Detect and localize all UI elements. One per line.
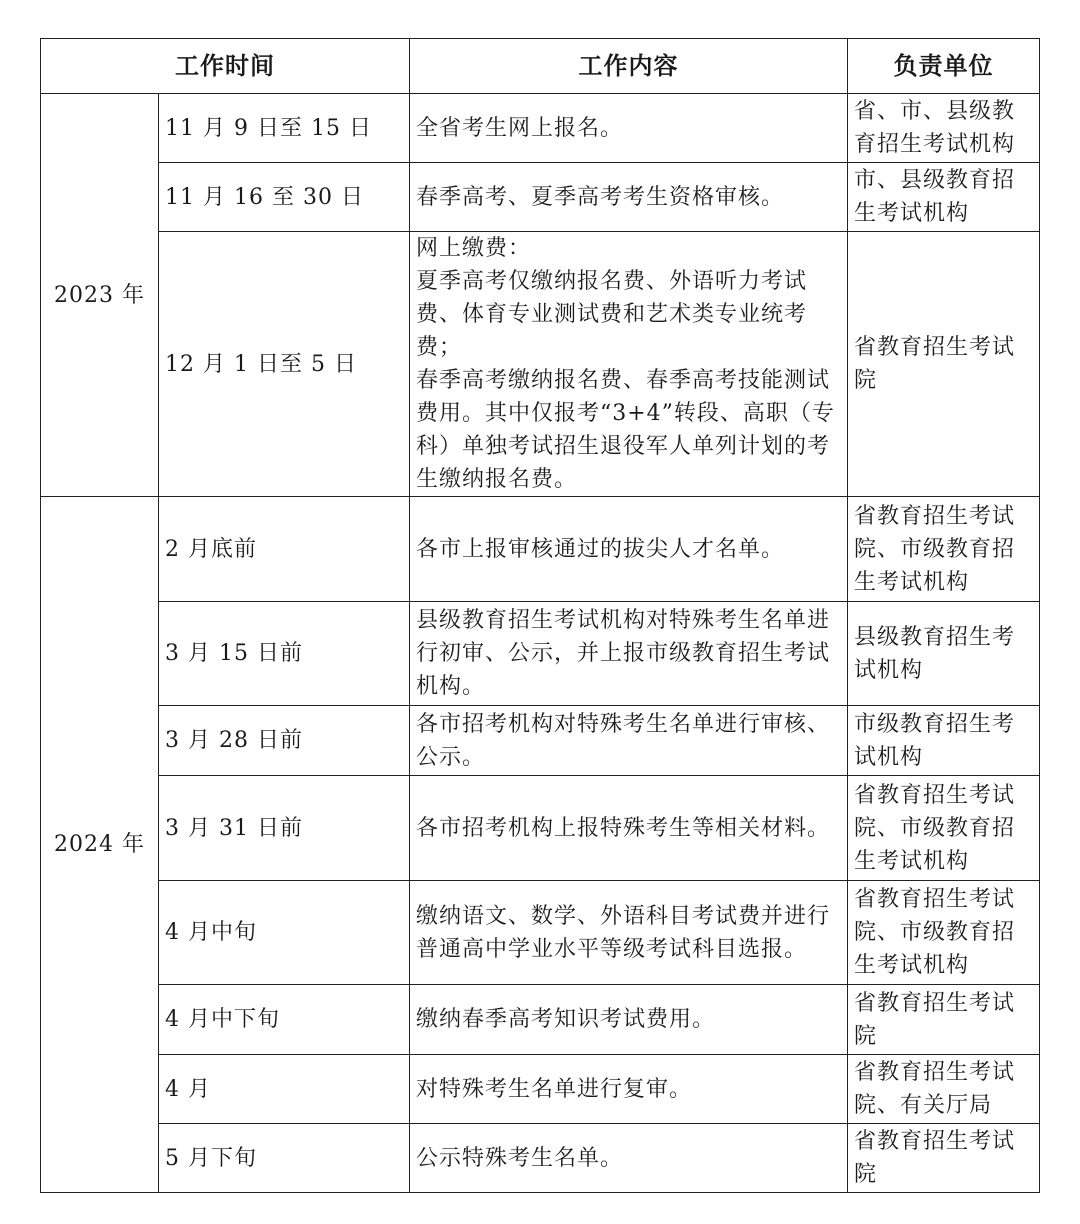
date-cell: 4 月中下旬: [159, 985, 410, 1055]
unit-cell: 省教育招生考试院、市级教育招生考试机构: [848, 497, 1040, 602]
header-time: 工作时间: [41, 39, 410, 94]
content-cell: 对特殊考生名单进行复审。: [410, 1055, 848, 1124]
content-cell: 缴纳语文、数学、外语科目考试费并进行普通高中学业水平等级考试科目选报。: [410, 881, 848, 985]
date-cell: 11 月 16 至 30 日: [159, 163, 410, 232]
date-cell: 2 月底前: [159, 497, 410, 602]
content-cell: 各市上报审核通过的拔尖人才名单。: [410, 497, 848, 602]
date-cell: 11 月 9 日至 15 日: [159, 94, 410, 163]
content-cell: 春季高考、夏季高考考生资格审核。: [410, 163, 848, 232]
header-unit: 负责单位: [848, 39, 1040, 94]
table-row: [41, 232, 1040, 497]
table-row: [41, 1055, 1040, 1124]
content-cell: 缴纳春季高考知识考试费用。: [410, 985, 848, 1055]
date-cell: 3 月 15 日前: [159, 602, 410, 706]
schedule-table: [40, 38, 1040, 1193]
unit-cell: 县级教育招生考试机构: [848, 602, 1040, 706]
table-row: [41, 881, 1040, 985]
year-2023-cell: 2023 年: [41, 94, 159, 497]
unit-cell: 省教育招生考试院: [848, 1124, 1040, 1193]
header-row: [41, 39, 1040, 94]
table-row: [41, 602, 1040, 706]
unit-cell: 省教育招生考试院、市级教育招生考试机构: [848, 881, 1040, 985]
date-cell: 3 月 31 日前: [159, 776, 410, 881]
table-row: [41, 985, 1040, 1055]
content-cell: 网上缴费： 夏季高考仅缴纳报名费、外语听力考试费、体育专业测试费和艺术类专业统考费； 春季高考缴纳报名费、春季高考技能测试费用。其中仅报考“3+4”转段、高职（专科）单独考试招生退役军人单列计划的考生缴纳报名费。: [410, 232, 848, 497]
content-cell: 全省考生网上报名。: [410, 94, 848, 163]
unit-cell: 市、县级教育招生考试机构: [848, 163, 1040, 232]
date-cell: 3 月 28 日前: [159, 706, 410, 776]
table-row: [41, 1124, 1040, 1193]
unit-cell: 省教育招生考试院: [848, 985, 1040, 1055]
year-2024-cell: 2024 年: [41, 497, 159, 1193]
unit-cell: 省教育招生考试院、有关厅局: [848, 1055, 1040, 1124]
content-cell: 公示特殊考生名单。: [410, 1124, 848, 1193]
date-cell: 5 月下旬: [159, 1124, 410, 1193]
table-row: [41, 163, 1040, 232]
table-row: [41, 776, 1040, 881]
unit-cell: 省、市、县级教育招生考试机构: [848, 94, 1040, 163]
date-cell: 4 月: [159, 1055, 410, 1124]
content-cell: 各市招考机构对特殊考生名单进行审核、公示。: [410, 706, 848, 776]
unit-cell: 省教育招生考试院: [848, 232, 1040, 497]
header-content: 工作内容: [410, 39, 848, 94]
unit-cell: 省教育招生考试院、市级教育招生考试机构: [848, 776, 1040, 881]
date-cell: 4 月中旬: [159, 881, 410, 985]
table-row: [41, 94, 1040, 163]
content-cell: 县级教育招生考试机构对特殊考生名单进行初审、公示，并上报市级教育招生考试机构。: [410, 602, 848, 706]
content-cell: 各市招考机构上报特殊考生等相关材料。: [410, 776, 848, 881]
date-cell: 12 月 1 日至 5 日: [159, 232, 410, 497]
table-row: [41, 706, 1040, 776]
table-row: [41, 497, 1040, 602]
unit-cell: 市级教育招生考试机构: [848, 706, 1040, 776]
